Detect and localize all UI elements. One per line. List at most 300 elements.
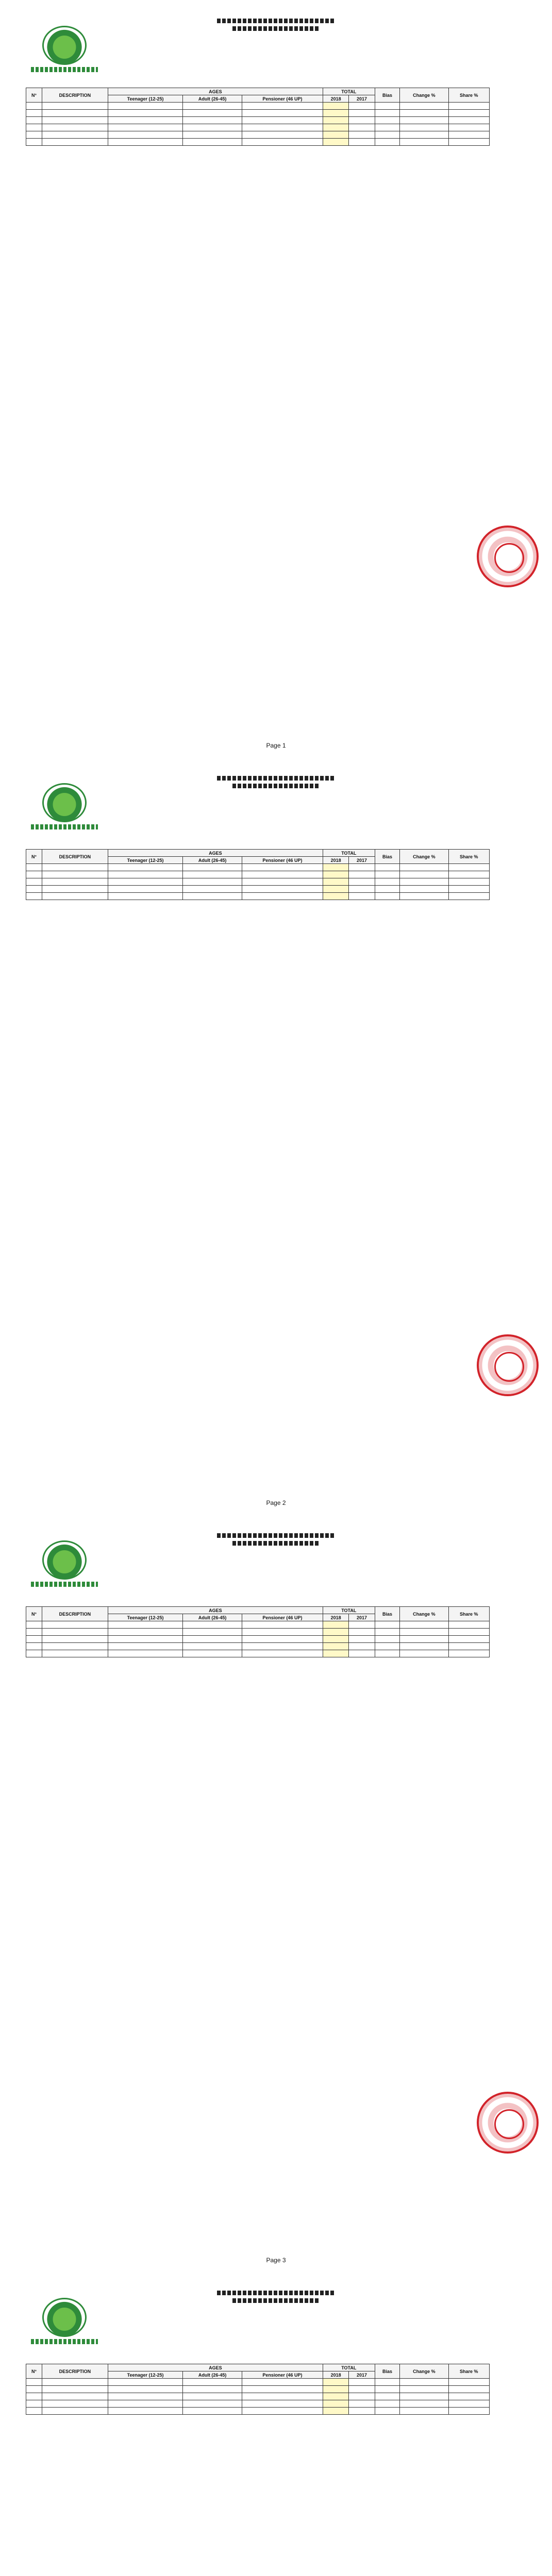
header-change: Change % [400, 850, 448, 864]
cell-pens [242, 2408, 323, 2415]
total-cell-pens [242, 103, 323, 110]
cell-adult [183, 886, 242, 893]
cell-y2017 [349, 2386, 375, 2393]
cell-bias [375, 878, 400, 886]
cell-name [42, 139, 108, 146]
header-bias: Bias [375, 1607, 400, 1621]
kingdom-heading [10, 2287, 542, 2306]
kingdom-line-rule [217, 2291, 336, 2295]
table-row [26, 110, 490, 117]
cell-teen [108, 2408, 182, 2415]
page-number: Page 3 [266, 2257, 286, 2264]
cell-bias [375, 1650, 400, 1657]
kingdom-heading [10, 1530, 542, 1549]
cell-teen [108, 2400, 182, 2408]
total-cell-y2017 [349, 103, 375, 110]
document-page-1 [10, 5, 542, 757]
cell-teen [108, 110, 182, 117]
cell-adult [183, 110, 242, 117]
header-description: DESCRIPTION [42, 88, 108, 103]
official-seal-icon [477, 1334, 539, 1396]
kingdom-heading [10, 15, 542, 34]
cell-name [42, 131, 108, 139]
cell-adult [183, 117, 242, 124]
cell-share [448, 878, 489, 886]
header-ages: AGES [108, 1607, 323, 1614]
cell-pens [242, 1629, 323, 1636]
cell-y2018 [323, 1621, 348, 1629]
cell-pens [242, 2400, 323, 2408]
cell-share [448, 2393, 489, 2400]
cell-teen [108, 124, 182, 131]
cell-change [400, 2393, 448, 2400]
cell-bias [375, 2400, 400, 2408]
cell-change [400, 117, 448, 124]
header-row-1 [26, 1607, 490, 1614]
header-share: Share % [448, 2364, 489, 2379]
cell-name [42, 110, 108, 117]
cell-name [42, 117, 108, 124]
header-no: N° [26, 88, 42, 103]
cell-adult [183, 2386, 242, 2393]
cell-pens [242, 117, 323, 124]
header-pensioner: Pensioner (46 UP) [242, 1614, 323, 1621]
cell-y2017 [349, 2379, 375, 2386]
header-ages: AGES [108, 2364, 323, 2371]
letterhead [10, 2277, 542, 2354]
cell-bias [375, 2393, 400, 2400]
cell-y2018 [323, 1629, 348, 1636]
header-no: N° [26, 1607, 42, 1621]
cell-y2017 [349, 886, 375, 893]
cell-no [26, 131, 42, 139]
cell-name [42, 2386, 108, 2393]
table-row [26, 878, 490, 886]
cell-bias [375, 1621, 400, 1629]
cell-share [448, 2400, 489, 2408]
header-2017: 2017 [349, 2371, 375, 2379]
cell-teen [108, 871, 182, 878]
cell-share [448, 1643, 489, 1650]
cell-y2018 [323, 893, 348, 900]
kingdom-motto-rule [232, 784, 320, 788]
cell-y2018 [323, 139, 348, 146]
cell-no [26, 117, 42, 124]
document-page-2 [10, 762, 542, 1515]
table-row [26, 124, 490, 131]
table-body [26, 2379, 490, 2415]
table-row [26, 2393, 490, 2400]
cell-teen [108, 886, 182, 893]
header-description: DESCRIPTION [42, 1607, 108, 1621]
header-adult: Adult (26-45) [183, 2371, 242, 2379]
cell-y2017 [349, 1629, 375, 1636]
table-row [26, 1636, 490, 1643]
header-row-1 [26, 88, 490, 95]
cell-y2018 [323, 2379, 348, 2386]
cell-name [42, 871, 108, 878]
table-row [26, 1643, 490, 1650]
cell-change [400, 2408, 448, 2415]
table-header [26, 1607, 490, 1621]
table-row [26, 139, 490, 146]
header-adult: Adult (26-45) [183, 857, 242, 864]
cell-adult [183, 1629, 242, 1636]
cell-name [42, 878, 108, 886]
cell-no [26, 1650, 42, 1657]
cell-y2017 [349, 893, 375, 900]
cell-pens [242, 864, 323, 871]
table-header [26, 2364, 490, 2379]
cell-change [400, 131, 448, 139]
cell-share [448, 1621, 489, 1629]
cell-share [448, 117, 489, 124]
cell-name [42, 124, 108, 131]
cell-no [26, 1636, 42, 1643]
header-bias: Bias [375, 88, 400, 103]
cell-y2018 [323, 871, 348, 878]
header-2018: 2018 [323, 2371, 348, 2379]
cell-share [448, 2379, 489, 2386]
cell-pens [242, 110, 323, 117]
cell-teen [108, 2386, 182, 2393]
visitor-table [26, 1606, 490, 1657]
total-cell-blank [26, 103, 42, 110]
cell-share [448, 864, 489, 871]
cell-y2017 [349, 124, 375, 131]
cell-bias [375, 1636, 400, 1643]
cell-y2018 [323, 110, 348, 117]
cell-teen [108, 1621, 182, 1629]
header-bias: Bias [375, 850, 400, 864]
cell-y2018 [323, 886, 348, 893]
cell-teen [108, 893, 182, 900]
visitor-table [26, 88, 490, 146]
total-cell-label [42, 103, 108, 110]
kingdom-line-rule [217, 1533, 336, 1538]
table-row [26, 131, 490, 139]
visitor-table [26, 849, 490, 900]
table-body [26, 103, 490, 146]
header-row-1 [26, 2364, 490, 2371]
total-row [26, 103, 490, 110]
table-body [26, 864, 490, 900]
cell-no [26, 864, 42, 871]
official-seal-icon [477, 526, 539, 587]
cell-share [448, 893, 489, 900]
cell-bias [375, 864, 400, 871]
letterhead [10, 1520, 542, 1597]
cell-y2017 [349, 1636, 375, 1643]
cell-pens [242, 1621, 323, 1629]
ministry-name [31, 824, 98, 829]
cell-adult [183, 124, 242, 131]
cell-name [42, 1621, 108, 1629]
header-teenager: Teenager (12-25) [108, 95, 182, 103]
cell-no [26, 2393, 42, 2400]
cell-teen [108, 878, 182, 886]
total-cell-bias [375, 103, 400, 110]
cell-no [26, 2408, 42, 2415]
cell-no [26, 2379, 42, 2386]
header-adult: Adult (26-45) [183, 95, 242, 103]
cell-share [448, 1636, 489, 1643]
table-body [26, 1621, 490, 1657]
cell-teen [108, 1629, 182, 1636]
cell-change [400, 1636, 448, 1643]
cell-pens [242, 2393, 323, 2400]
cell-adult [183, 1650, 242, 1657]
cell-no [26, 878, 42, 886]
cell-adult [183, 1621, 242, 1629]
kingdom-line-rule [217, 19, 336, 23]
header-total: TOTAL [323, 1607, 375, 1614]
header-change: Change % [400, 88, 448, 103]
header-share: Share % [448, 850, 489, 864]
cell-adult [183, 871, 242, 878]
table-row [26, 2386, 490, 2393]
cell-name [42, 1636, 108, 1643]
total-cell-y2018 [323, 103, 348, 110]
table-header [26, 850, 490, 864]
cell-adult [183, 2408, 242, 2415]
cell-bias [375, 2379, 400, 2386]
official-seal-icon [477, 2092, 539, 2154]
cell-pens [242, 1636, 323, 1643]
cell-name [42, 1629, 108, 1636]
cell-change [400, 893, 448, 900]
cell-y2017 [349, 864, 375, 871]
table-row [26, 871, 490, 878]
header-description: DESCRIPTION [42, 2364, 108, 2379]
cell-teen [108, 1650, 182, 1657]
cell-adult [183, 139, 242, 146]
header-total: TOTAL [323, 850, 375, 857]
cell-change [400, 2379, 448, 2386]
page-number: Page 2 [266, 1499, 286, 1506]
cell-y2017 [349, 1643, 375, 1650]
cell-bias [375, 2386, 400, 2393]
cell-bias [375, 117, 400, 124]
cell-y2018 [323, 2408, 348, 2415]
cell-pens [242, 2379, 323, 2386]
cell-pens [242, 1650, 323, 1657]
header-2017: 2017 [349, 1614, 375, 1621]
cell-y2017 [349, 878, 375, 886]
cell-share [448, 1629, 489, 1636]
cell-pens [242, 2386, 323, 2393]
header-pensioner: Pensioner (46 UP) [242, 95, 323, 103]
cell-change [400, 1629, 448, 1636]
ministry-name [31, 1582, 98, 1587]
cell-pens [242, 878, 323, 886]
cell-share [448, 1650, 489, 1657]
cell-teen [108, 864, 182, 871]
header-no: N° [26, 850, 42, 864]
cell-y2018 [323, 131, 348, 139]
cell-no [26, 124, 42, 131]
header-change: Change % [400, 2364, 448, 2379]
page-number: Page 1 [266, 742, 286, 749]
cell-pens [242, 871, 323, 878]
cell-pens [242, 1643, 323, 1650]
cell-change [400, 139, 448, 146]
cell-pens [242, 131, 323, 139]
cell-y2017 [349, 1621, 375, 1629]
cell-y2017 [349, 2393, 375, 2400]
visitor-table [26, 2364, 490, 2415]
cell-adult [183, 864, 242, 871]
cell-change [400, 878, 448, 886]
cell-y2017 [349, 2408, 375, 2415]
kingdom-heading [10, 773, 542, 791]
cell-y2017 [349, 1650, 375, 1657]
cell-teen [108, 139, 182, 146]
cell-y2017 [349, 117, 375, 124]
cell-share [448, 139, 489, 146]
cell-adult [183, 131, 242, 139]
cell-change [400, 871, 448, 878]
cell-bias [375, 139, 400, 146]
cell-no [26, 139, 42, 146]
letterhead [10, 762, 542, 840]
table-row [26, 2408, 490, 2415]
header-2017: 2017 [349, 857, 375, 864]
cell-share [448, 871, 489, 878]
cell-y2018 [323, 1636, 348, 1643]
header-total: TOTAL [323, 2364, 375, 2371]
cell-adult [183, 2400, 242, 2408]
cell-share [448, 124, 489, 131]
ministry-name [31, 67, 98, 72]
table-row [26, 1621, 490, 1629]
cell-change [400, 1621, 448, 1629]
cell-name [42, 864, 108, 871]
cell-pens [242, 886, 323, 893]
header-share: Share % [448, 1607, 489, 1621]
cell-teen [108, 1643, 182, 1650]
cell-name [42, 893, 108, 900]
cell-y2017 [349, 110, 375, 117]
cell-no [26, 2386, 42, 2393]
cell-no [26, 1643, 42, 1650]
cell-pens [242, 893, 323, 900]
header-row-1 [26, 850, 490, 857]
header-bias: Bias [375, 2364, 400, 2379]
cell-change [400, 124, 448, 131]
cell-change [400, 110, 448, 117]
cell-adult [183, 878, 242, 886]
cell-no [26, 110, 42, 117]
cell-y2018 [323, 2386, 348, 2393]
cell-y2018 [323, 1643, 348, 1650]
cell-adult [183, 2393, 242, 2400]
cell-change [400, 2400, 448, 2408]
cell-no [26, 2400, 42, 2408]
cell-share [448, 2386, 489, 2393]
cell-y2018 [323, 117, 348, 124]
kingdom-motto-rule [232, 2298, 320, 2303]
cell-teen [108, 2393, 182, 2400]
table-row [26, 864, 490, 871]
table-row [26, 886, 490, 893]
kingdom-motto-rule [232, 1541, 320, 1546]
cell-teen [108, 1636, 182, 1643]
ministry-name [31, 2339, 98, 2344]
header-ages: AGES [108, 88, 323, 95]
cell-share [448, 131, 489, 139]
cell-change [400, 1643, 448, 1650]
header-ages: AGES [108, 850, 323, 857]
cell-y2018 [323, 1650, 348, 1657]
cell-bias [375, 886, 400, 893]
cell-bias [375, 124, 400, 131]
document-page-4 [10, 2277, 542, 2576]
header-change: Change % [400, 1607, 448, 1621]
kingdom-motto-rule [232, 26, 320, 31]
total-cell-adult [183, 103, 242, 110]
cell-adult [183, 2379, 242, 2386]
cell-no [26, 871, 42, 878]
cell-pens [242, 124, 323, 131]
kingdom-line-rule [217, 776, 336, 781]
cell-name [42, 2408, 108, 2415]
cell-no [26, 886, 42, 893]
header-teenager: Teenager (12-25) [108, 2371, 182, 2379]
cell-bias [375, 2408, 400, 2415]
cell-bias [375, 131, 400, 139]
header-no: N° [26, 2364, 42, 2379]
cell-bias [375, 893, 400, 900]
header-2018: 2018 [323, 95, 348, 103]
table-row [26, 117, 490, 124]
header-total: TOTAL [323, 88, 375, 95]
cell-share [448, 110, 489, 117]
table-row [26, 893, 490, 900]
header-2018: 2018 [323, 1614, 348, 1621]
cell-share [448, 886, 489, 893]
letterhead [10, 5, 542, 82]
cell-y2018 [323, 878, 348, 886]
cell-name [42, 1650, 108, 1657]
header-pensioner: Pensioner (46 UP) [242, 857, 323, 864]
cell-y2017 [349, 871, 375, 878]
cell-y2017 [349, 139, 375, 146]
table-row [26, 1650, 490, 1657]
table-row [26, 2379, 490, 2386]
header-teenager: Teenager (12-25) [108, 857, 182, 864]
cell-y2018 [323, 864, 348, 871]
cell-name [42, 2400, 108, 2408]
cell-name [42, 886, 108, 893]
cell-change [400, 886, 448, 893]
cell-change [400, 1650, 448, 1657]
cell-share [448, 2408, 489, 2415]
cell-teen [108, 117, 182, 124]
header-description: DESCRIPTION [42, 850, 108, 864]
cell-y2017 [349, 131, 375, 139]
cell-no [26, 1621, 42, 1629]
cell-bias [375, 1643, 400, 1650]
header-teenager: Teenager (12-25) [108, 1614, 182, 1621]
cell-y2018 [323, 2400, 348, 2408]
table-row [26, 1629, 490, 1636]
cell-name [42, 2393, 108, 2400]
header-share: Share % [448, 88, 489, 103]
cell-no [26, 1629, 42, 1636]
header-2017: 2017 [349, 95, 375, 103]
cell-no [26, 893, 42, 900]
